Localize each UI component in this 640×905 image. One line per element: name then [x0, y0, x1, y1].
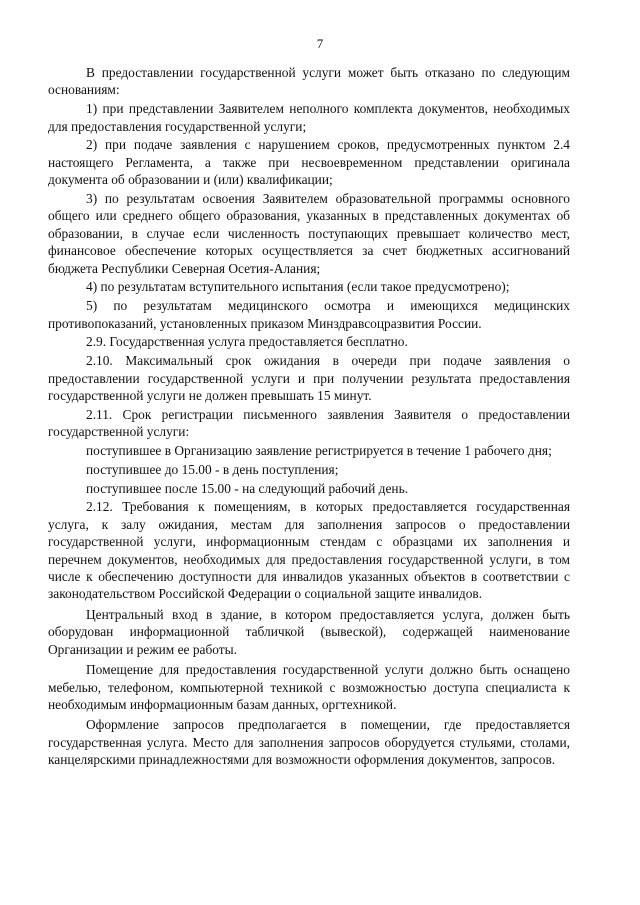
paragraph-requests: Оформление запросов предполагается в помещении, где предоставляется государственная услуга. Место для заполнения запросов оборудуется стульями, столами, канцелярскими принадлежностями для возможности оформления документов, запросов.: [48, 717, 570, 768]
paragraph-refusal-3: 3) по результатам освоения Заявителем образовательной программы основного общего или среднего общего образования, указанных в представленных документах об образовании, в случае если численность поступающих превышает количество мест, финансовое обеспечение которых осуществляется за счет бюджетных ассигнований бюджета Республики Северная Осетия-Алания;: [48, 191, 570, 276]
paragraph-refusal-4: 4) по результатам вступительного испытания (если такое предусмотрено);: [86, 279, 510, 295]
paragraph-registration-3: поступившее после 15.00 - на следующий рабочий день.: [86, 480, 409, 496]
paragraph-registration-2: поступившее до 15.00 - в день поступления;: [86, 461, 339, 477]
paragraph-2-10: 2.10. Максимальный срок ожидания в очереди при подаче заявления о предоставлении государственной услуги и при получении результата предоставления государственной услуги не должен превышать 15 минут.: [48, 353, 570, 404]
document-body: [48, 64, 570, 770]
paragraph-registration-1: поступившее в Организацию заявление регистрируется в течение 1 рабочего дня;: [86, 443, 552, 459]
paragraph-refusal-intro: В предоставлении государственной услуги может быть отказано по следующим основаниям:: [48, 65, 570, 98]
paragraph-refusal-5: 5) по результатам медицинского осмотра и имеющихся медицинских противопоказаний, установленных приказом Минздравсоцразвития России.: [48, 298, 570, 331]
paragraph-premises: Помещение для предоставления государственной услуги должно быть оснащено мебелью, телефоном, компьютерной техникой с возможностью доступа специалиста к необходимым информационным базам данных, оргтехникой.: [48, 662, 570, 712]
paragraph-2-9: 2.9. Государственная услуга предоставляется бесплатно.: [86, 334, 408, 350]
paragraph-refusal-1: 1) при представлении Заявителем неполного комплекта документов, необходимых для предоставления государственной услуги;: [48, 101, 570, 134]
paragraph-2-12: 2.12. Требования к помещениям, в которых предоставляется государственная услуга, к залу ожидания, местам для заполнения запросов о предоставлении государственной услуги, информационным стендам с образцами их заполнения и перечнем документов, необходимых для предоставления государственной услуги, в том числе к обеспечению доступности для инвалидов указанных объектов в соответствии с законодательством Российской Федерации о социальной защите инвалидов.: [48, 499, 570, 602]
page-number: 7: [316, 36, 324, 51]
paragraph-entrance: Центральный вход в здание, в котором предоставляется услуга, должен быть оборудован информационной табличкой (вывеской), содержащей наименование Организации и режим ее работы.: [48, 606, 570, 657]
paragraph-refusal-2: 2) при подаче заявления с нарушением сроков, предусмотренных пунктом 2.4 настоящего Регламента, а также при несвоевременном представлении оригинала документа об образовании и (или) квалификации;: [48, 137, 570, 188]
paragraph-2-11: 2.11. Срок регистрации письменного заявления Заявителя о предоставлении государственной услуги:: [48, 406, 570, 440]
